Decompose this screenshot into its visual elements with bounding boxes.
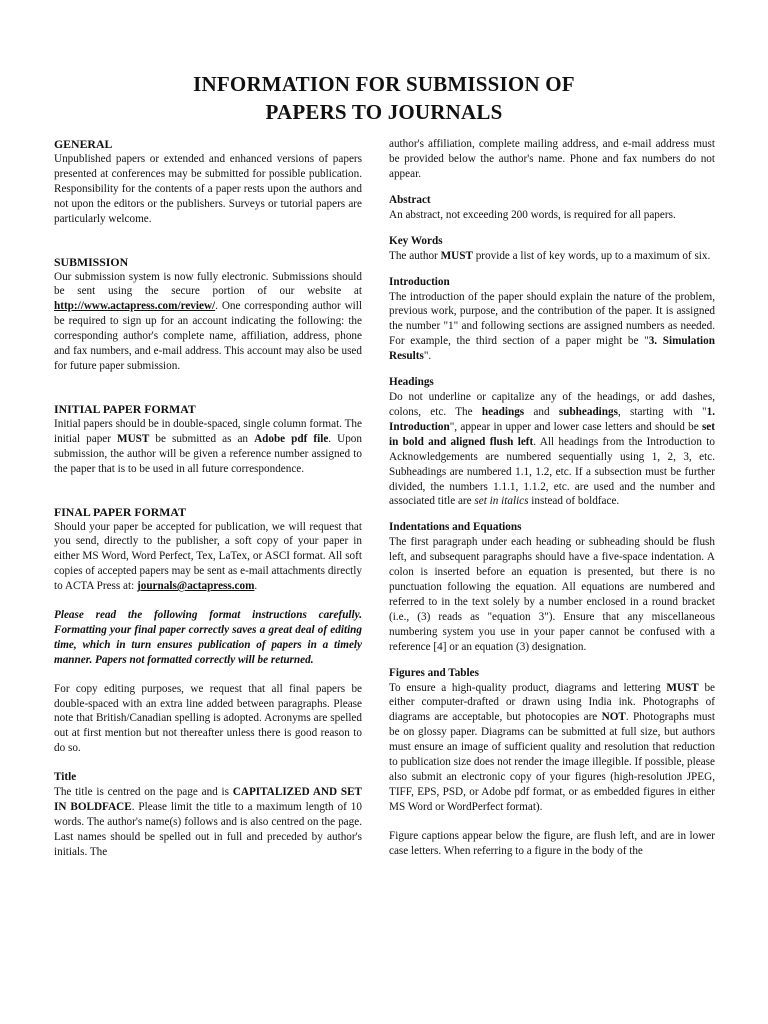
key-words-paragraph xyxy=(389,249,715,264)
initial-text-cont: be submitted as an xyxy=(149,432,255,445)
final-format-heading: FINAL PAPER FORMAT xyxy=(54,504,186,519)
title-rules-paragraph xyxy=(54,785,362,860)
abstract-paragraph: An abstract, not exceeding 200 words, is required for all papers. xyxy=(389,208,676,221)
must-emphasis: MUST xyxy=(440,249,473,262)
figure-captions-paragraph: Figure captions appear below the figure, are flush left, and are in lower case letters. When referring to a figure in the body of the xyxy=(389,829,715,857)
figures-text-2: be either computer-drafted or drawn using India ink. Photographs of diagrams are acceptable, but photocopies are xyxy=(389,681,715,724)
indentations-heading: Indentations and Equations xyxy=(389,521,522,534)
headings-text-5: . All headings from the Introduction to Acknowledgements are numbered sequentially using 1, 2, 3, etc. Subheadings are numbered 1.1, 1.2, etc. If a subsection must be further divided, the numbers 1.1.1, 1.1.2, etc. are used and the number and associated title are xyxy=(389,435,715,508)
initial-text-end: . Upon submission, the author will be given a reference number assigned to the paper that is to be used in all future correspondence. xyxy=(54,432,362,475)
not-emphasis: NOT xyxy=(601,711,626,724)
simulation-results-emphasis: 3. Simulation Results xyxy=(389,335,715,363)
headings-text-3: , starting with " xyxy=(617,405,707,418)
key-words-text: The author xyxy=(389,249,441,262)
indentations-paragraph: The first paragraph under each heading or subheading should be flush left, and subsequent paragraphs should have a five-space indentation. A colon is inserted before an equation is presented, but there is no punctuation following the equation. All equations are numbered and referred to in the text solely by a number enclosed in a round bracket (i.e., (3) reads as "equation 3"). Ensure that any miscellaneous numbering system you use in your paper cannot be confused with a reference [4] or an equation (3) designation. xyxy=(389,536,715,653)
headings-text: Do not underline or capitalize any of the headings, or add dashes, colons, etc. The xyxy=(389,391,715,418)
adobe-pdf-emphasis: Adobe pdf file xyxy=(254,432,329,445)
abstract-heading: Abstract xyxy=(389,193,431,206)
left-column xyxy=(54,137,362,860)
submission-paragraph xyxy=(54,270,362,374)
introduction-text: The introduction of the paper should explain the nature of the problem, previous work, purpose, and the contribution of the paper. It is assigned the number "1" and following sections are assigned numbers as needed. For example, the third section of a paper might be " xyxy=(389,290,715,348)
figures-tables-heading: Figures and Tables xyxy=(389,666,479,679)
capitalized-emphasis: CAPITALIZED AND SET IN BOLDFACE xyxy=(54,786,362,814)
submission-heading: SUBMISSION xyxy=(54,254,129,269)
copy-editing-paragraph: For copy editing purposes, we request that all final papers be double-spaced with an extra line added between paragraphs. Please note that British/Canadian spelling is adopted. Acronyms are spelled out at first mention but not thereafter unless there is good reason to do so. xyxy=(54,682,362,755)
title-rules-text: The title is centred on the page and is xyxy=(54,786,233,799)
document-title xyxy=(0,70,768,126)
headings-text-6: instead of boldface. xyxy=(528,495,620,508)
review-site-link[interactable]: http://www.actapress.com/review/ xyxy=(54,300,216,313)
final-text-end: . xyxy=(254,580,258,593)
figures-text-3: . Photographs must be on glossy paper. Diagrams can be submitted at full size, but authors must ensure an image of sufficient quality and resolution that reduction to publication size does not render the image illegible. If possible, please also submit an electronic copy of your figures (high-resolution JPEG, TIFF, EPS, PSD, or Adobe pdf format, or as embedded figures in either MS Word or WordPerfect format). xyxy=(389,711,715,813)
introduction-heading: Introduction xyxy=(389,275,450,288)
title-rules-heading: Title xyxy=(54,771,77,784)
headings-paragraph xyxy=(389,390,715,509)
final-format-paragraph xyxy=(54,520,362,595)
title-line-1: INFORMATION FOR SUBMISSION OF xyxy=(193,72,575,96)
subheadings-emphasis: subheadings xyxy=(558,405,618,418)
headings-emphasis: headings xyxy=(481,405,525,418)
introduction-paragraph xyxy=(389,290,715,365)
title-rules-text-cont: . Please limit the title to a maximum length of 10 words. The author's name(s) follows and is also centred on the page. Last names should be spelled out in full and preceded by author's initials. The xyxy=(54,801,362,858)
figures-tables-paragraph xyxy=(389,681,715,815)
affiliation-continuation: author's affiliation, complete mailing address, and e-mail address must be provided below the author's name. Phone and fax numbers do not appear. xyxy=(389,138,715,180)
initial-format-paragraph xyxy=(54,417,362,477)
format-warning-notice: Please read the following format instructions carefully. Formatting your final paper correctly saves a great deal of editing time, which in turn ensures publication of papers in a timely manner. Papers not formatted correctly will be returned. xyxy=(54,609,362,666)
initial-text: Initial papers should be in double-spaced, single column format. The initial paper xyxy=(54,417,362,445)
right-column xyxy=(389,137,715,859)
key-words-heading: Key Words xyxy=(389,234,443,247)
title-line-2: PAPERS TO JOURNALS xyxy=(265,100,503,124)
headings-heading: Headings xyxy=(389,376,434,389)
italics-emphasis: set in italics xyxy=(474,495,529,508)
introduction-text-end: ". xyxy=(423,350,432,363)
must-emphasis: MUST xyxy=(117,432,150,445)
bold-flush-left-emphasis: set in bold and aligned flush left xyxy=(389,420,715,448)
final-text: Should your paper be accepted for publication, we will request that you send, directly to the publisher, a soft copy of your paper in either MS Word, Word Perfect, Tex, LaTex, or ASCI format. All soft copies of accepted papers may be sent as e-mail attachments directly to ACTA Press at: xyxy=(54,520,362,593)
journals-email-link[interactable]: journals@actapress.com xyxy=(137,580,255,593)
introduction-example-emphasis: 1. Introduction xyxy=(389,405,716,433)
initial-format-heading: INITIAL PAPER FORMAT xyxy=(54,401,196,416)
headings-text-4: ", appear in upper and lower case letters and should be xyxy=(449,420,702,433)
general-paragraph: Unpublished papers or extended and enhanced versions of papers presented at conferences may be submitted for possible publication. Responsibility for the contents of a paper rests upon the authors and not upon the editors or the publishers. Surveys or tutorial papers are particularly welcome. xyxy=(54,153,362,225)
figures-text: To ensure a high-quality product, diagrams and lettering xyxy=(389,681,667,694)
key-words-text-cont: provide a list of key words, up to a maximum of six. xyxy=(472,249,711,262)
general-heading: GENERAL xyxy=(54,137,113,151)
submission-text: Our submission system is now fully electronic. Submissions should be sent using the secure portion of our website at xyxy=(54,270,362,298)
submission-text-cont: . One corresponding author will be required to sign up for an account indicating the following: the corresponding author's complete name, affiliation, address, phone and fax numbers, and e-mail address. This account may also be used for future paper submission. xyxy=(54,300,362,372)
must-emphasis: MUST xyxy=(666,681,699,694)
headings-text-2: and xyxy=(524,405,559,418)
